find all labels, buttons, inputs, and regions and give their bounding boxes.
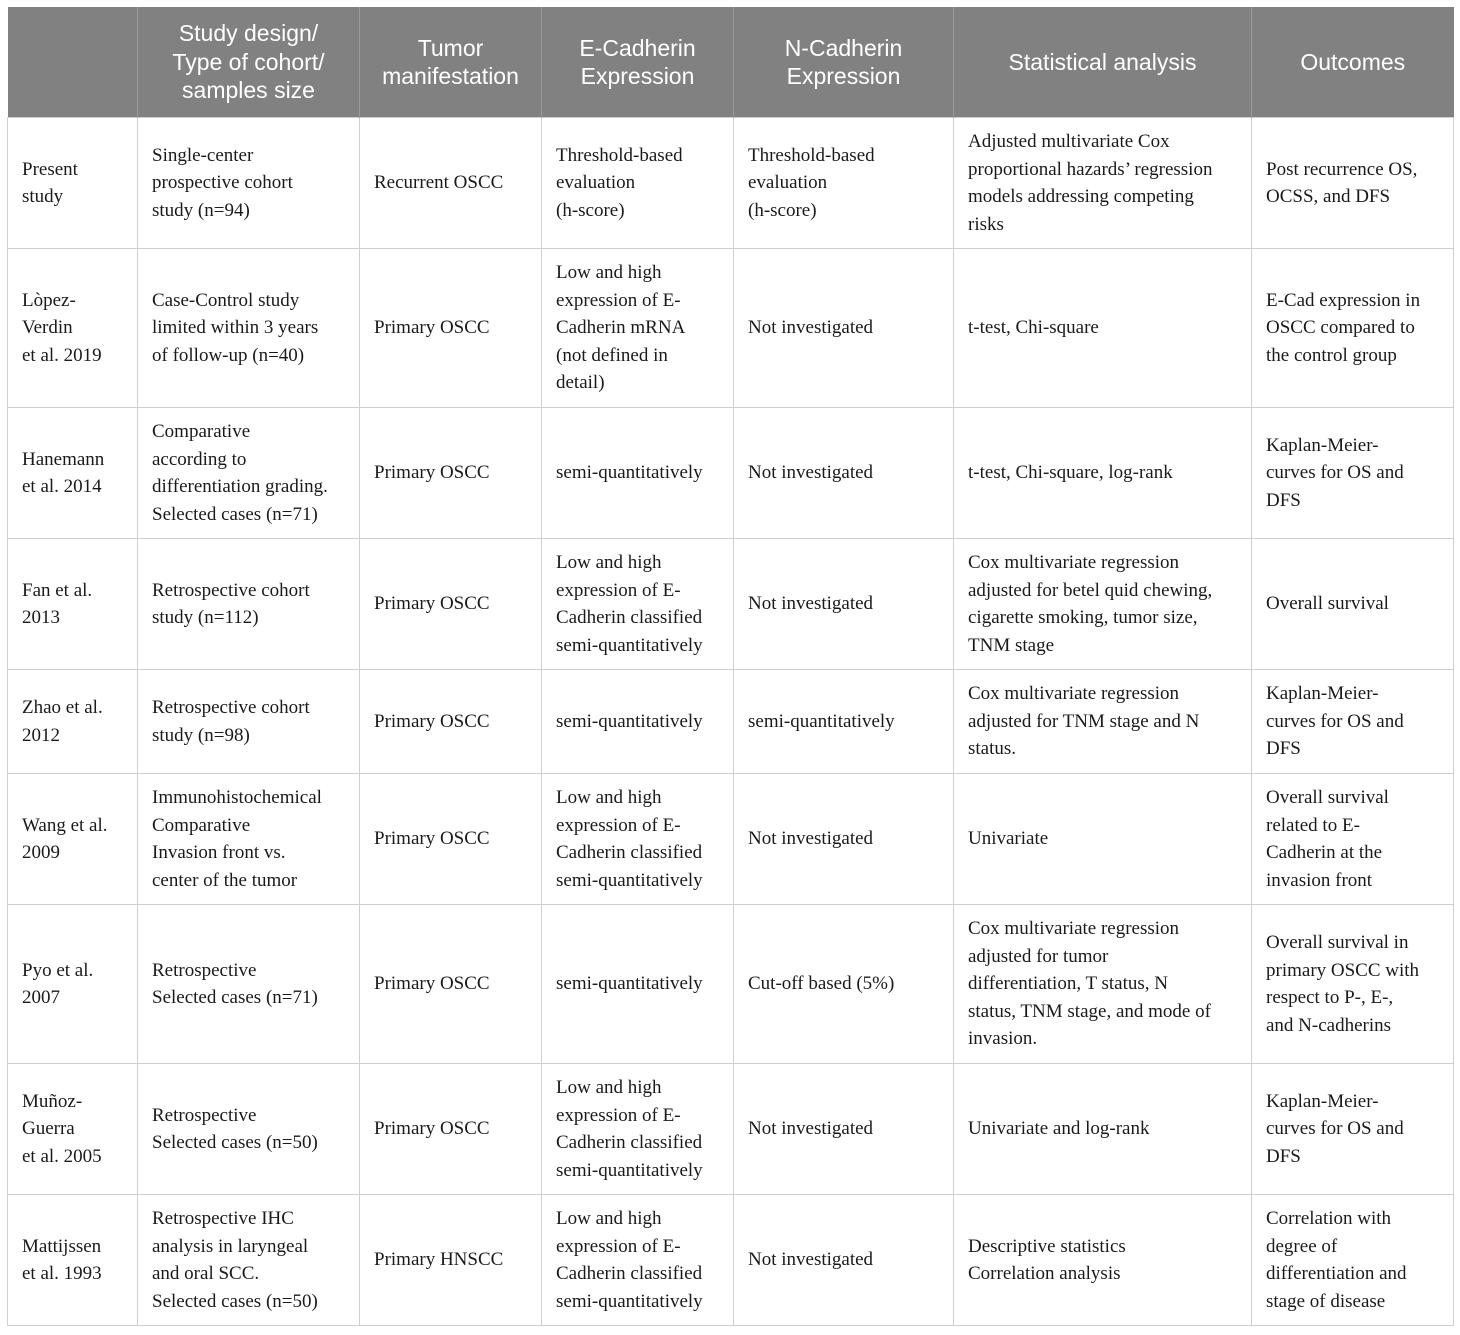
header-statistical-analysis: Statistical analysis xyxy=(954,7,1252,118)
header-e-cadherin: E-Cadherin Expression xyxy=(542,7,734,118)
cell-study-design: Retrospective cohort study (n=98) xyxy=(138,670,360,774)
table-container xyxy=(7,7,1454,1326)
header-study-design: Study design/ Type of cohort/ samples size xyxy=(138,7,360,118)
cell-tumor-manifestation: Primary OSCC xyxy=(360,670,542,774)
table-row xyxy=(8,118,1454,249)
cell-n-cadherin: Not investigated xyxy=(734,249,954,408)
cell-study: Lòpez- Verdin et al. 2019 xyxy=(8,249,138,408)
cell-outcomes: Post recurrence OS, OCSS, and DFS xyxy=(1252,118,1454,249)
cell-outcomes: Overall survival in primary OSCC with respect to P-, E-, and N-cadherins xyxy=(1252,905,1454,1064)
cell-tumor-manifestation: Primary OSCC xyxy=(360,1064,542,1195)
cell-n-cadherin: semi-quantitatively xyxy=(734,670,954,774)
cell-e-cadherin: Low and high expression of E- Cadherin classified semi-quantitatively xyxy=(542,774,734,905)
cell-study: Fan et al. 2013 xyxy=(8,539,138,670)
cell-study: Pyo et al. 2007 xyxy=(8,905,138,1064)
studies-comparison-table xyxy=(7,7,1454,1326)
cell-e-cadherin: Low and high expression of E- Cadherin mRNA (not defined in detail) xyxy=(542,249,734,408)
cell-statistical-analysis: Cox multivariate regression adjusted for betel quid chewing, cigarette smoking, tumor size, TNM stage xyxy=(954,539,1252,670)
cell-n-cadherin: Threshold-based evaluation (h-score) xyxy=(734,118,954,249)
table-row xyxy=(8,1195,1454,1326)
table-row xyxy=(8,774,1454,905)
cell-outcomes: Overall survival xyxy=(1252,539,1454,670)
cell-study-design: Single-center prospective cohort study (n=94) xyxy=(138,118,360,249)
cell-study-design: Retrospective Selected cases (n=71) xyxy=(138,905,360,1064)
cell-tumor-manifestation: Primary OSCC xyxy=(360,539,542,670)
cell-n-cadherin: Cut-off based (5%) xyxy=(734,905,954,1064)
cell-e-cadherin: Low and high expression of E- Cadherin classified semi-quantitatively xyxy=(542,539,734,670)
cell-tumor-manifestation: Primary OSCC xyxy=(360,249,542,408)
header-n-cadherin: N-Cadherin Expression xyxy=(734,7,954,118)
cell-study-design: Retrospective cohort study (n=112) xyxy=(138,539,360,670)
cell-outcomes: Overall survival related to E- Cadherin at the invasion front xyxy=(1252,774,1454,905)
cell-n-cadherin: Not investigated xyxy=(734,1195,954,1326)
cell-tumor-manifestation: Primary OSCC xyxy=(360,774,542,905)
cell-study-design: Comparative according to differentiation grading. Selected cases (n=71) xyxy=(138,408,360,539)
cell-statistical-analysis: Cox multivariate regression adjusted for tumor differentiation, T status, N status, TNM stage, and mode of invasion. xyxy=(954,905,1252,1064)
cell-statistical-analysis: Univariate xyxy=(954,774,1252,905)
table-row xyxy=(8,1064,1454,1195)
table-row xyxy=(8,249,1454,408)
header-tumor-manifestation: Tumor manifestation xyxy=(360,7,542,118)
table-row xyxy=(8,905,1454,1064)
cell-e-cadherin: Low and high expression of E- Cadherin classified semi-quantitatively xyxy=(542,1195,734,1326)
cell-statistical-analysis: Cox multivariate regression adjusted for TNM stage and N status. xyxy=(954,670,1252,774)
cell-e-cadherin: Low and high expression of E- Cadherin classified semi-quantitatively xyxy=(542,1064,734,1195)
cell-study: Mattijssen et al. 1993 xyxy=(8,1195,138,1326)
cell-study: Wang et al. 2009 xyxy=(8,774,138,905)
table-row xyxy=(8,670,1454,774)
cell-study-design: Retrospective IHC analysis in laryngeal and oral SCC. Selected cases (n=50) xyxy=(138,1195,360,1326)
header-row xyxy=(8,7,1454,118)
cell-tumor-manifestation: Recurrent OSCC xyxy=(360,118,542,249)
cell-study: Zhao et al. 2012 xyxy=(8,670,138,774)
cell-outcomes: Correlation with degree of differentiation and stage of disease xyxy=(1252,1195,1454,1326)
table-row xyxy=(8,408,1454,539)
header-study xyxy=(8,7,138,118)
cell-e-cadherin: semi-quantitatively xyxy=(542,408,734,539)
cell-outcomes: Kaplan-Meier- curves for OS and DFS xyxy=(1252,670,1454,774)
cell-e-cadherin: Threshold-based evaluation (h-score) xyxy=(542,118,734,249)
cell-n-cadherin: Not investigated xyxy=(734,408,954,539)
cell-study: Hanemann et al. 2014 xyxy=(8,408,138,539)
cell-e-cadherin: semi-quantitatively xyxy=(542,905,734,1064)
cell-study-design: Case-Control study limited within 3 years of follow-up (n=40) xyxy=(138,249,360,408)
cell-study: Present study xyxy=(8,118,138,249)
cell-tumor-manifestation: Primary OSCC xyxy=(360,905,542,1064)
cell-statistical-analysis: Adjusted multivariate Cox proportional hazards’ regression models addressing competing risks xyxy=(954,118,1252,249)
cell-tumor-manifestation: Primary HNSCC xyxy=(360,1195,542,1326)
cell-study: Muñoz- Guerra et al. 2005 xyxy=(8,1064,138,1195)
cell-outcomes: Kaplan-Meier- curves for OS and DFS xyxy=(1252,1064,1454,1195)
cell-statistical-analysis: t-test, Chi-square, log-rank xyxy=(954,408,1252,539)
cell-outcomes: Kaplan-Meier- curves for OS and DFS xyxy=(1252,408,1454,539)
cell-tumor-manifestation: Primary OSCC xyxy=(360,408,542,539)
cell-e-cadherin: semi-quantitatively xyxy=(542,670,734,774)
header-outcomes: Outcomes xyxy=(1252,7,1454,118)
cell-study-design: Retrospective Selected cases (n=50) xyxy=(138,1064,360,1195)
cell-outcomes: E-Cad expression in OSCC compared to the control group xyxy=(1252,249,1454,408)
cell-statistical-analysis: t-test, Chi-square xyxy=(954,249,1252,408)
cell-n-cadherin: Not investigated xyxy=(734,539,954,670)
table-row xyxy=(8,539,1454,670)
cell-study-design: Immunohistochemical Comparative Invasion front vs. center of the tumor xyxy=(138,774,360,905)
cell-n-cadherin: Not investigated xyxy=(734,774,954,905)
cell-n-cadherin: Not investigated xyxy=(734,1064,954,1195)
cell-statistical-analysis: Descriptive statistics Correlation analysis xyxy=(954,1195,1252,1326)
cell-statistical-analysis: Univariate and log-rank xyxy=(954,1064,1252,1195)
